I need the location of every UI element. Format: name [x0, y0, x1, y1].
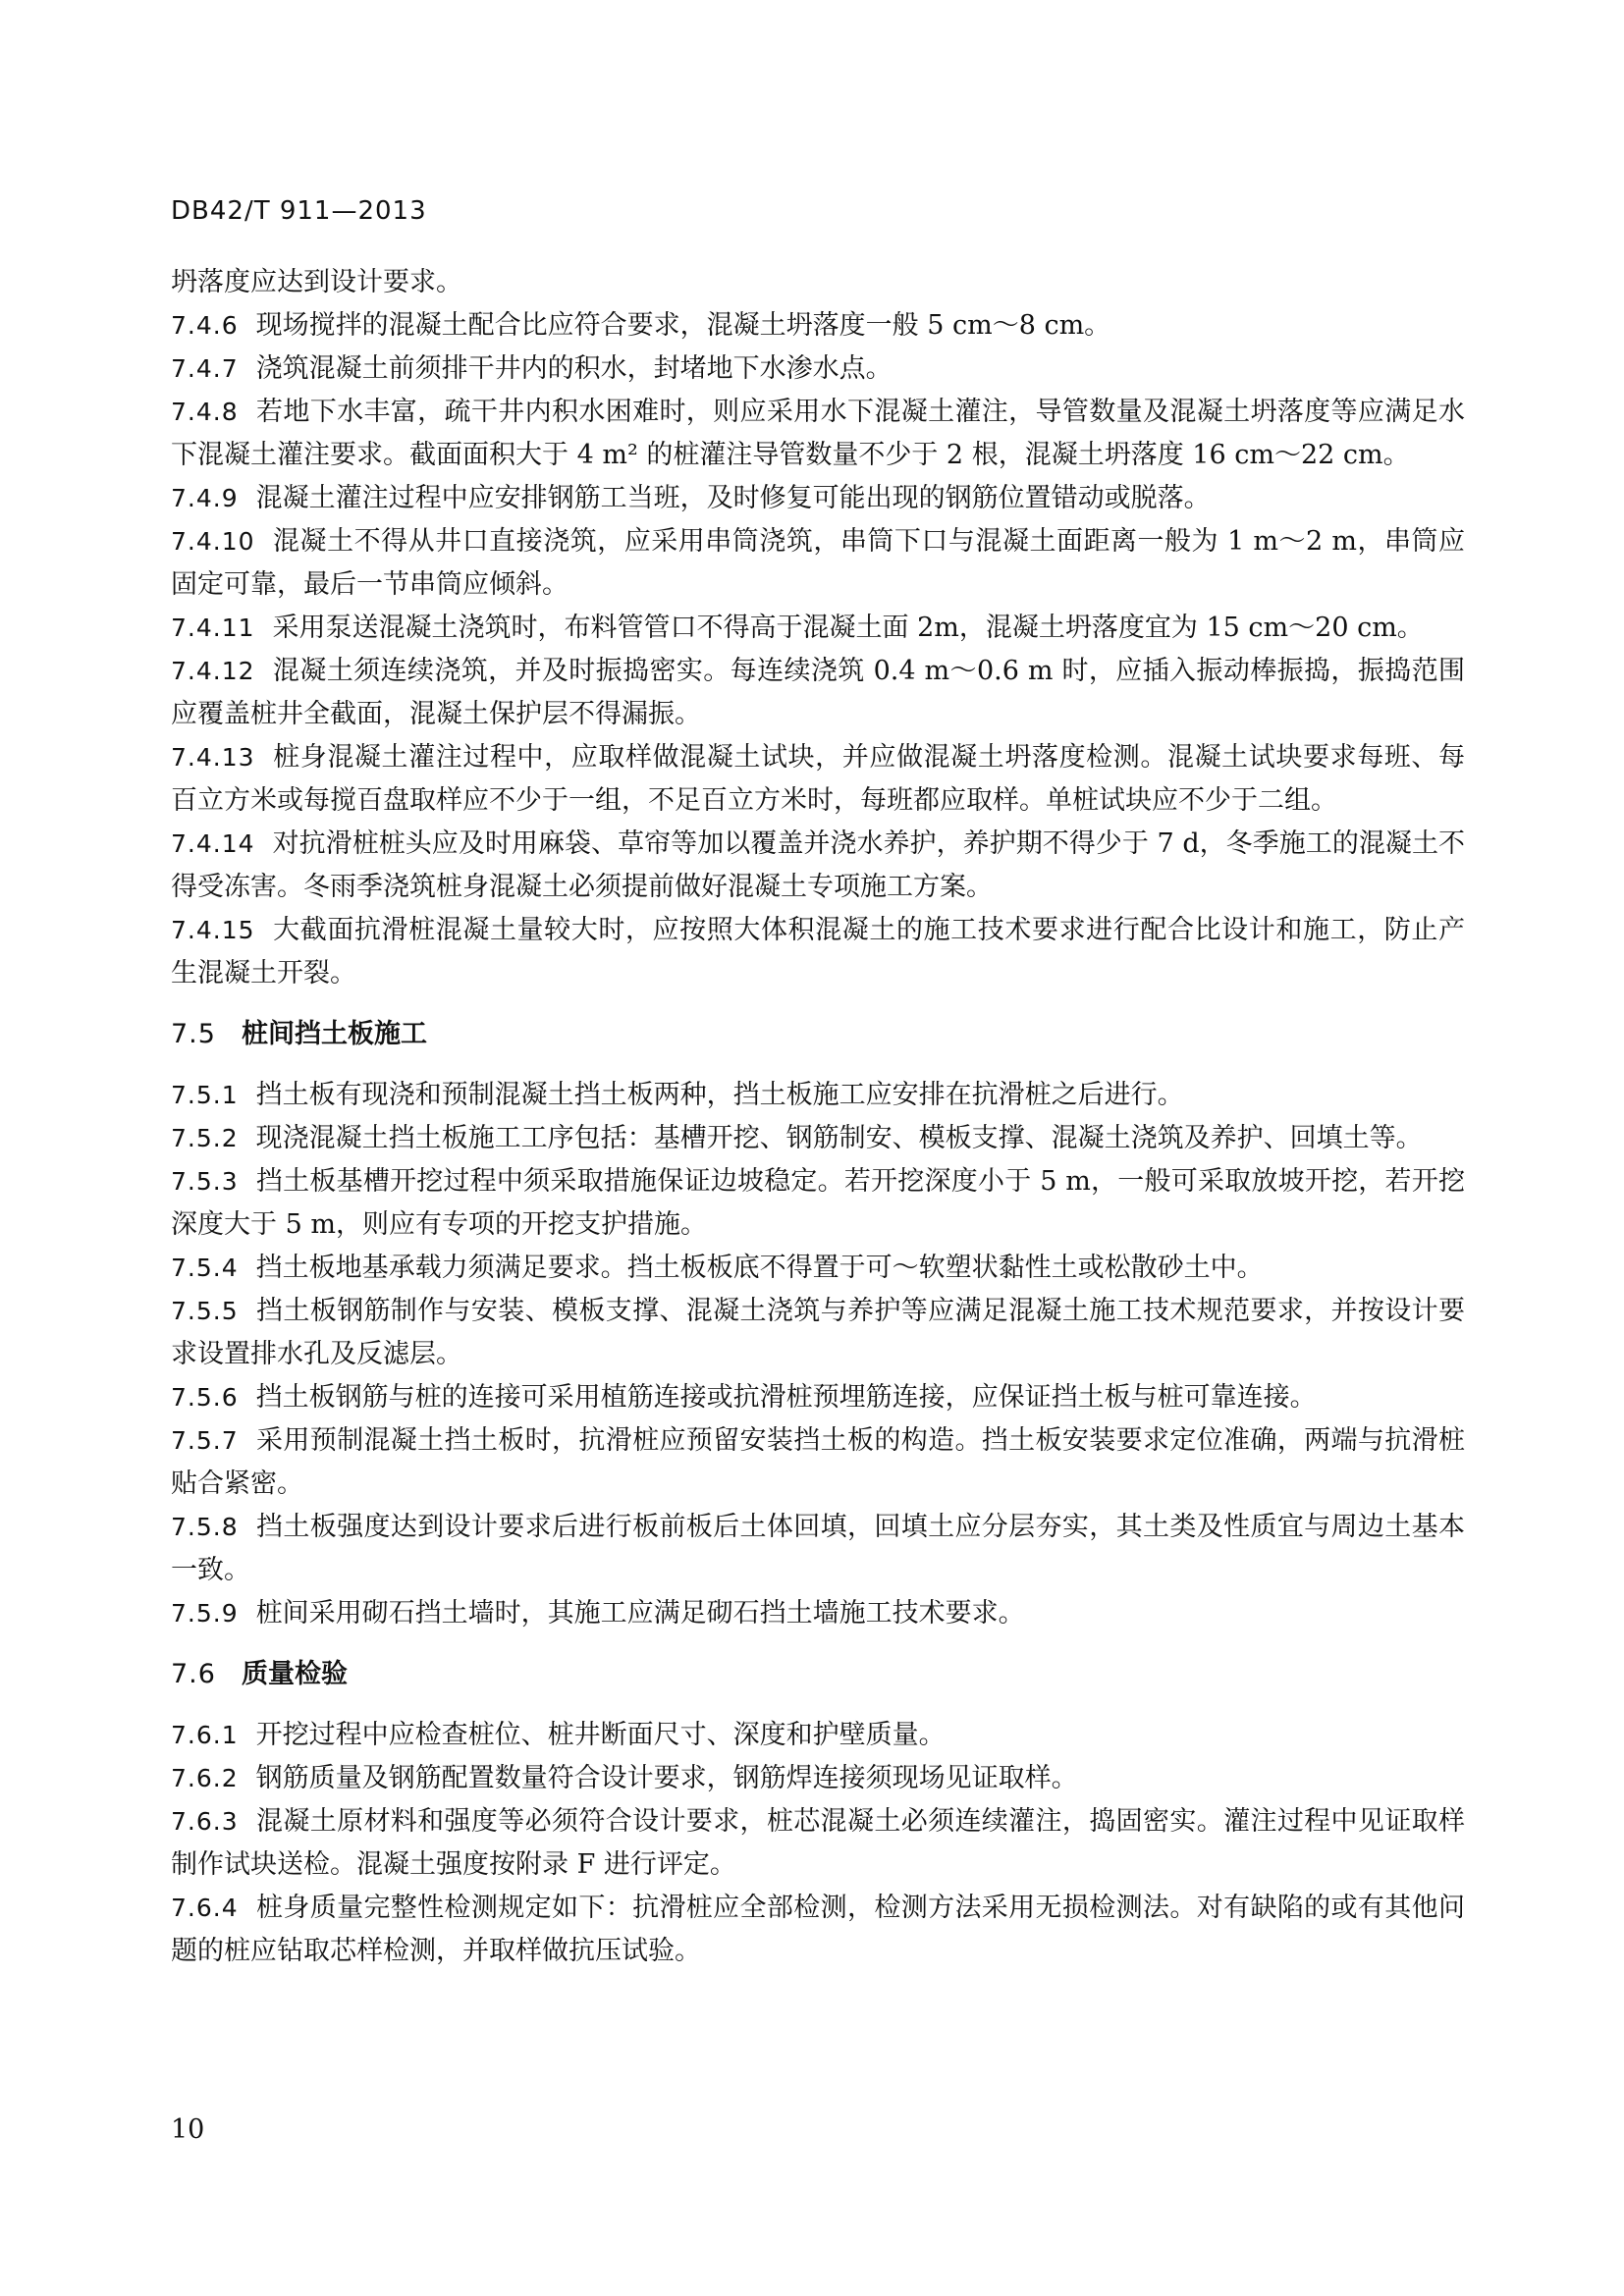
clause-text: 挡土板地基承载力须满足要求。挡土板板底不得置于可～软塑状黏性土或松散砂土中。	[255, 1253, 1264, 1283]
clause-number: 7.5.3	[171, 1167, 239, 1196]
clause-number: 7.5.7	[171, 1426, 239, 1455]
section-number: 7.6	[171, 1659, 216, 1689]
clause	[171, 1592, 1465, 1635]
clause-number: 7.4.13	[171, 743, 255, 772]
clause-text: 开挖过程中应检查桩位、桩井断面尺寸、深度和护壁质量。	[255, 1720, 946, 1750]
clause-text: 钢筋质量及钢筋配置数量符合设计要求，钢筋焊连接须现场见证取样。	[255, 1763, 1078, 1793]
clause	[171, 1714, 1465, 1757]
clause	[171, 520, 1465, 607]
clause-number: 7.4.15	[171, 916, 255, 944]
clause	[171, 1247, 1465, 1290]
clause	[171, 909, 1465, 995]
clause	[171, 1376, 1465, 1419]
document-number-header: DB42/T 911—2013	[171, 196, 427, 226]
clause-number: 7.5.4	[171, 1254, 239, 1282]
clause	[171, 347, 1465, 391]
continuation-text: 坍落度应达到设计要求。	[171, 267, 462, 297]
clause-text: 混凝土灌注过程中应安排钢筋工当班，及时修复可能出现的钢筋位置错动或脱落。	[255, 483, 1211, 513]
clause-text: 现场搅拌的混凝土配合比应符合要求，混凝土坍落度一般 5 cm～8 cm。	[255, 310, 1111, 341]
clause-number: 7.6.2	[171, 1764, 239, 1792]
clause	[171, 1757, 1465, 1800]
clause-text: 若地下水丰富，疏干井内积水困难时，则应采用水下混凝土灌注，导管数量及混凝土坍落度等应满足水下混凝土灌注要求。截面面积大于 4 m² 的桩灌注导管数量不少于 2 根，混凝土坍落度 16 cm～22 cm。	[171, 397, 1465, 470]
clause-text: 挡土板强度达到设计要求后进行板前板后土体回填，回填土应分层夯实，其土类及性质宜与周边土基本一致。	[171, 1512, 1465, 1585]
clause	[171, 1117, 1465, 1160]
clause-text: 挡土板钢筋与桩的连接可采用植筋连接或抗滑桩预埋筋连接，应保证挡土板与桩可靠连接。	[255, 1382, 1317, 1413]
clause-list-7-5	[171, 1074, 1465, 1635]
clause-text: 挡土板钢筋制作与安装、模板支撑、混凝土浇筑与养护等应满足混凝土施工技术规范要求，并按设计要求设置排水孔及反滤层。	[171, 1296, 1465, 1369]
clause-number: 7.5.1	[171, 1081, 239, 1109]
section-heading	[171, 1653, 1465, 1696]
clause-text: 采用泵送混凝土浇筑时，布料管管口不得高于混凝土面 2m，混凝土坍落度宜为 15 cm～20 cm。	[272, 613, 1424, 643]
clause	[171, 1419, 1465, 1506]
clause-number: 7.5.9	[171, 1599, 239, 1628]
clause-text: 混凝土不得从井口直接浇筑，应采用串筒浇筑，串筒下口与混凝土面距离一般为 1 m～2 m，串筒应固定可靠，最后一节串筒应倾斜。	[171, 526, 1465, 600]
clause-text: 浇筑混凝土前须排干井内的积水，封堵地下水渗水点。	[255, 353, 893, 384]
clause-text: 混凝土原材料和强度等必须符合设计要求，桩芯混凝土必须连续灌注，捣固密实。灌注过程中见证取样制作试块送检。混凝土强度按附录 F 进行评定。	[171, 1806, 1465, 1880]
clause-text: 桩间采用砌石挡土墙时，其施工应满足砌石挡土墙施工技术要求。	[255, 1598, 1025, 1629]
clause	[171, 477, 1465, 520]
clause	[171, 736, 1465, 823]
clause-number: 7.6.4	[171, 1894, 239, 1922]
clause	[171, 1074, 1465, 1117]
clause-number: 7.6.1	[171, 1721, 239, 1749]
clause-text: 挡土板有现浇和预制混凝土挡土板两种，挡土板施工应安排在抗滑桩之后进行。	[255, 1080, 1184, 1110]
clause-number: 7.5.2	[171, 1124, 239, 1152]
section-heading	[171, 1013, 1465, 1056]
clause	[171, 304, 1465, 347]
clause-number: 7.4.11	[171, 614, 255, 642]
clause-number: 7.5.6	[171, 1383, 239, 1412]
clause-text: 桩身混凝土灌注过程中，应取样做混凝土试块，并应做混凝土坍落度检测。混凝土试块要求每班、每百立方米或每搅百盘取样应不少于一组，不足百立方米时，每班都应取样。单桩试块应不少于二组。	[171, 742, 1465, 816]
clause-number: 7.5.8	[171, 1513, 239, 1541]
clause	[171, 1800, 1465, 1887]
clause-number: 7.5.5	[171, 1297, 239, 1325]
clause-number: 7.4.10	[171, 527, 255, 556]
clause-number: 7.4.14	[171, 829, 255, 858]
clause	[171, 650, 1465, 736]
clause	[171, 1160, 1465, 1247]
clause	[171, 1290, 1465, 1376]
section-title: 质量检验	[241, 1659, 348, 1689]
clause-text: 混凝土须连续浇筑，并及时振捣密实。每连续浇筑 0.4 m～0.6 m 时，应插入振动棒振捣，振捣范围应覆盖桩井全截面，混凝土保护层不得漏振。	[171, 656, 1465, 729]
section-title: 桩间挡土板施工	[241, 1019, 427, 1049]
page-number: 10	[171, 2114, 205, 2145]
clause	[171, 823, 1465, 909]
clause-number: 7.4.7	[171, 354, 239, 383]
clause-text: 大截面抗滑桩混凝土量较大时，应按照大体积混凝土的施工技术要求进行配合比设计和施工，防止产生混凝土开裂。	[171, 915, 1465, 988]
clause-number: 7.6.3	[171, 1807, 239, 1836]
clause-number: 7.4.8	[171, 398, 239, 426]
clause-number: 7.4.12	[171, 657, 255, 685]
clause-text: 现浇混凝土挡土板施工工序包括：基槽开挖、钢筋制安、模板支撑、混凝土浇筑及养护、回填土等。	[255, 1123, 1423, 1153]
clause	[171, 1887, 1465, 1973]
clause	[171, 391, 1465, 477]
clause-text: 桩身质量完整性检测规定如下：抗滑桩应全部检测，检测方法采用无损检测法。对有缺陷的或有其他问题的桩应钻取芯样检测，并取样做抗压试验。	[171, 1893, 1465, 1966]
clause-number: 7.4.9	[171, 484, 239, 512]
clause-text: 采用预制混凝土挡土板时，抗滑桩应预留安装挡土板的构造。挡土板安装要求定位准确，两端与抗滑桩贴合紧密。	[171, 1425, 1465, 1499]
clause	[171, 607, 1465, 650]
clause-list-7-4	[171, 304, 1465, 995]
clause-text: 对抗滑桩桩头应及时用麻袋、草帘等加以覆盖并浇水养护，养护期不得少于 7 d，冬季施工的混凝土不得受冻害。冬雨季浇筑桩身混凝土必须提前做好混凝土专项施工方案。	[171, 828, 1465, 902]
clause	[171, 1506, 1465, 1592]
section-number: 7.5	[171, 1019, 216, 1049]
clause-number: 7.4.6	[171, 311, 239, 340]
page-body	[171, 261, 1465, 1973]
clause-text: 挡土板基槽开挖过程中须采取措施保证边坡稳定。若开挖深度小于 5 m，一般可采取放坡开挖，若开挖深度大于 5 m，则应有专项的开挖支护措施。	[171, 1166, 1465, 1240]
clause-list-7-6	[171, 1714, 1465, 1973]
